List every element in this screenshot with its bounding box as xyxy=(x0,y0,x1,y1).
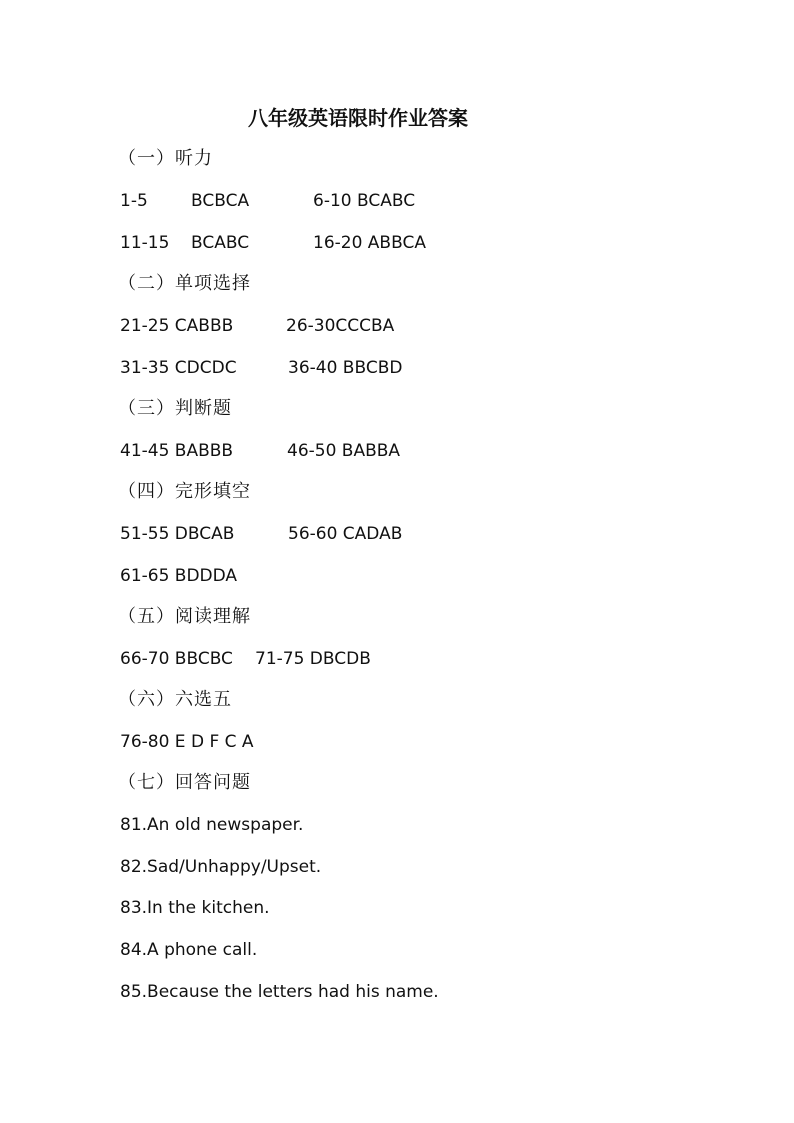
answer-36-40: 36-40 BBCBD xyxy=(288,358,403,378)
answer-61-65: 61-65 BDDDA xyxy=(120,566,238,586)
answer-6-10: 6-10 BCABC xyxy=(313,191,416,211)
page-title: 八年级英语限时作业答案 xyxy=(248,106,468,130)
answer-76-80: 76-80 E D F C A xyxy=(120,732,254,752)
answer-letters-11-15: BCABC xyxy=(191,233,250,253)
answer-82: 82.Sad/Unhappy/Upset. xyxy=(120,857,322,877)
answer-81: 81.An old newspaper. xyxy=(120,815,304,835)
answer-16-20: 16-20 ABBCA xyxy=(313,233,426,253)
answer-range-1-5: 1-5 xyxy=(120,191,148,211)
answer-range-11-15: 11-15 xyxy=(120,233,170,253)
answer-letters-1-5: BCBCA xyxy=(191,191,250,211)
answer-56-60: 56-60 CADAB xyxy=(288,524,403,544)
answer-83: 83.In the kitchen. xyxy=(120,898,270,918)
section-heading-answer-questions: （七）回答问题 xyxy=(118,772,251,793)
answer-46-50: 46-50 BABBA xyxy=(287,441,401,461)
answer-66-70: 66-70 BBCBC xyxy=(120,649,233,669)
section-heading-true-false: （三）判断题 xyxy=(118,398,232,419)
answer-21-25: 21-25 CABBB xyxy=(120,316,234,336)
section-heading-six-choose-five: （六）六选五 xyxy=(118,689,232,710)
section-heading-reading: （五）阅读理解 xyxy=(118,606,251,627)
answer-26-30: 26-30CCCBA xyxy=(286,316,395,336)
answer-31-35: 31-35 CDCDC xyxy=(120,358,237,378)
answer-71-75: 71-75 DBCDB xyxy=(255,649,371,669)
answer-85: 85.Because the letters had his name. xyxy=(120,982,439,1002)
answer-41-45: 41-45 BABBB xyxy=(120,441,234,461)
answer-84: 84.A phone call. xyxy=(120,940,258,960)
answer-51-55: 51-55 DBCAB xyxy=(120,524,235,544)
section-heading-listening: （一）听力 xyxy=(118,148,213,169)
section-heading-cloze: （四）完形填空 xyxy=(118,481,251,502)
section-heading-single-choice: （二）单项选择 xyxy=(118,273,251,294)
